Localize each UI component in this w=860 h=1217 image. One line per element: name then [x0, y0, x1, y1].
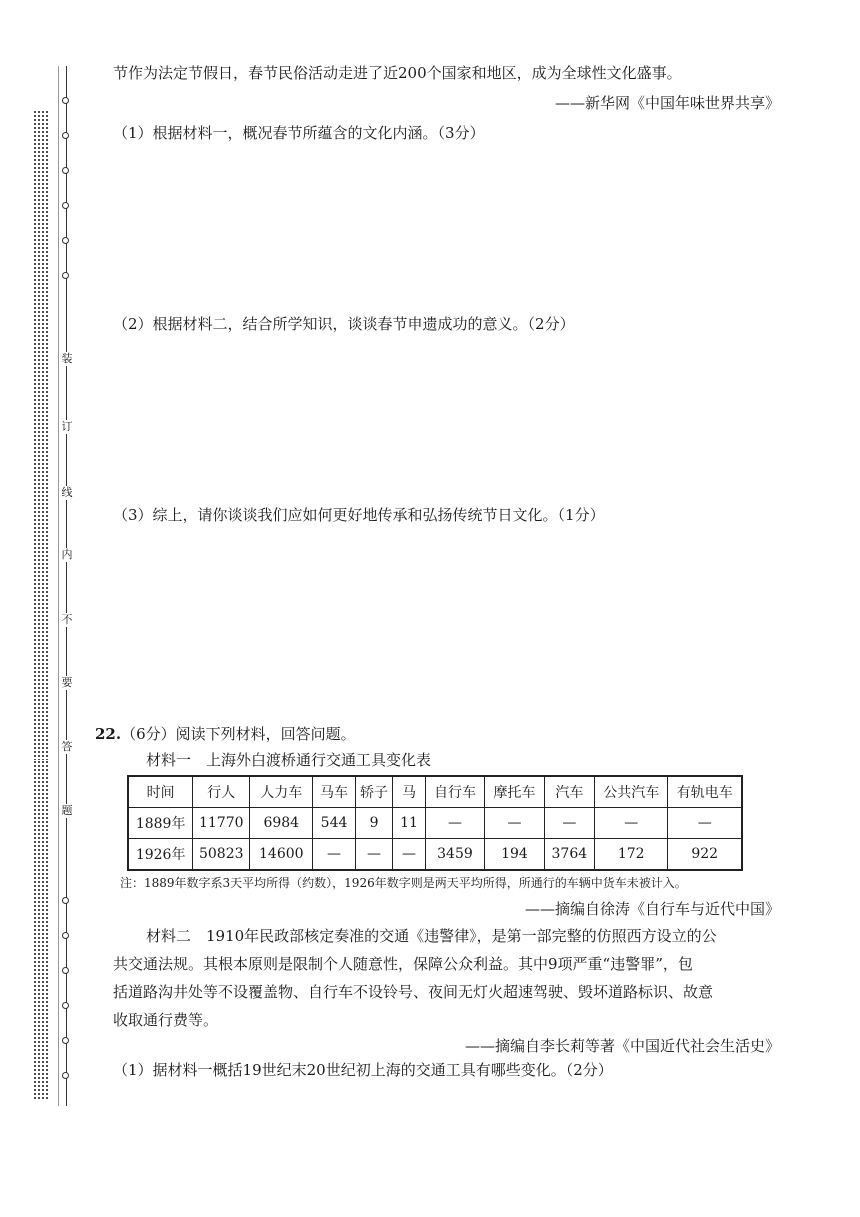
margin-char: 订	[61, 420, 73, 433]
table-cell: 3459	[425, 839, 484, 871]
margin-hole-icon	[62, 1037, 69, 1044]
margin-char: 不	[61, 613, 73, 626]
source-citation: ——摘编自李长莉等著《中国近代社会生活史》	[464, 1037, 780, 1055]
margin-hole-icon	[62, 1002, 69, 1009]
margin-dots-bottom	[33, 760, 49, 1100]
material2-line: 共交通法规。其根本原则是限制个人随意性，保障公众利益。其中9项严重“违警罪”，包	[113, 955, 693, 973]
material1-title: 材料一 上海外白渡桥通行交通工具变化表	[146, 751, 432, 769]
table-row	[128, 839, 742, 871]
material2-line: 收取通行费等。	[113, 1011, 219, 1029]
margin-line-inner	[58, 66, 59, 1106]
margin-hole-icon	[62, 897, 69, 904]
transport-table	[127, 775, 743, 871]
table-cell: —	[355, 839, 393, 871]
margin-char: 装	[61, 352, 73, 365]
table-cell: —	[594, 808, 667, 839]
table-cell: —	[544, 808, 594, 839]
table-cell: 172	[594, 839, 667, 871]
table-cell: 9	[355, 808, 393, 839]
table-cell: 50823	[193, 839, 250, 871]
margin-char: 题	[61, 804, 73, 817]
margin-char: 内	[61, 548, 73, 561]
table-cell: —	[485, 808, 544, 839]
margin-char: 要	[61, 676, 73, 689]
margin-dots-top	[33, 110, 49, 410]
table-note: 注：1889年数字系3天平均所得（约数），1926年数字则是两天平均所得，所通行的车辆中货车未被计入。	[120, 876, 687, 890]
source-citation: ——摘编自徐涛《自行车与近代中国》	[524, 900, 780, 918]
source-citation: ——新华网《中国年味世界共享》	[554, 94, 780, 112]
table-cell: 14600	[250, 839, 313, 871]
table-cell: —	[425, 808, 484, 839]
q21-subquestion-1: （1）根据材料一，概况春节所蕴含的文化内涵。（3分）	[113, 124, 485, 142]
table-cell: 544	[313, 808, 355, 839]
margin-char: 线	[61, 486, 73, 499]
margin-hole-icon	[62, 967, 69, 974]
table-header: 汽车	[544, 776, 594, 808]
table-cell: 11	[393, 808, 425, 839]
question-number: 22.	[95, 725, 122, 743]
margin-hole-icon	[62, 272, 69, 279]
margin-hole-icon	[62, 202, 69, 209]
margin-hole-icon	[62, 237, 69, 244]
table-cell: 3764	[544, 839, 594, 871]
q21-subquestion-3: （3）综上，请你谈谈我们应如何更好地传承和弘扬传统节日文化。（1分）	[113, 506, 605, 524]
table-cell: 6984	[250, 808, 313, 839]
table-cell: 1926年	[128, 839, 193, 871]
margin-hole-icon	[62, 932, 69, 939]
margin-dots-middle	[33, 410, 49, 760]
table-cell: —	[393, 839, 425, 871]
table-cell: 194	[485, 839, 544, 871]
table-cell: 1889年	[128, 808, 193, 839]
table-row	[128, 808, 742, 839]
q22-subquestion-1: （1）据材料一概括19世纪末20世纪初上海的交通工具有哪些变化。（2分）	[113, 1061, 613, 1079]
margin-hole-icon	[62, 132, 69, 139]
table-header: 有轨电车	[668, 776, 742, 808]
q21-subquestion-2: （2）根据材料二，结合所学知识，谈谈春节申遗成功的意义。（2分）	[113, 315, 575, 333]
margin-char: 答	[61, 740, 73, 753]
material2-line: 材料二 1910年民政部核定奏准的交通《违警律》，是第一部完整的仿照西方设立的公	[146, 927, 717, 945]
table-header: 时间	[128, 776, 193, 808]
table-header: 行人	[193, 776, 250, 808]
margin-hole-icon	[62, 97, 69, 104]
margin-hole-icon	[62, 167, 69, 174]
table-header: 马	[393, 776, 425, 808]
q22-header	[95, 724, 356, 744]
margin-line	[66, 66, 67, 1106]
table-header: 摩托车	[485, 776, 544, 808]
table-header-row	[128, 776, 742, 808]
table-header: 马车	[313, 776, 355, 808]
table-header: 人力车	[250, 776, 313, 808]
material2-line: 括道路沟井处等不设覆盖物、自行车不设铃号、夜间无灯火超速驾驶、毁坏道路标识、故意	[113, 983, 714, 1001]
table-cell: —	[668, 808, 742, 839]
question-intro: （6分）阅读下列材料，回答问题。	[121, 725, 356, 743]
margin-hole-icon	[62, 1072, 69, 1079]
table-cell: 922	[668, 839, 742, 871]
table-header: 自行车	[425, 776, 484, 808]
table-cell: 11770	[193, 808, 250, 839]
table-cell: —	[313, 839, 355, 871]
material-continuation: 节作为法定节假日，春节民俗活动走进了近200个国家和地区，成为全球性文化盛事。	[113, 64, 682, 82]
table-header: 轿子	[355, 776, 393, 808]
table-header: 公共汽车	[594, 776, 667, 808]
